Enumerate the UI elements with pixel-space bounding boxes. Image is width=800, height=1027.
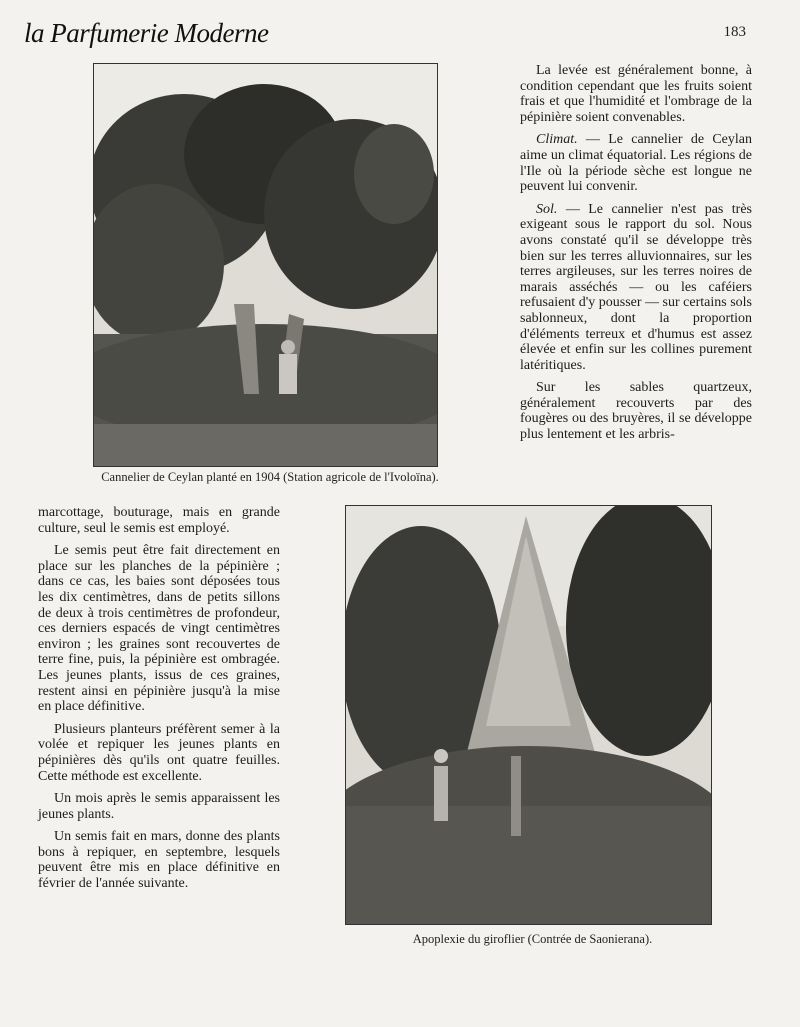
photo-clove-tree xyxy=(345,505,712,925)
paragraph-soil xyxy=(520,202,752,374)
paragraph: Le semis peut être fait directement en place sur les planches de la pépinière ; dans ce cas, les baies sont déposées tous les dix centimètres, dans de petits sillons de deux à trois centimètres de profondeur, ces derniers espacés de vingt centimètres environ ; les graines sont recouvertes de terre fine, puis, la pépinière est ombragée. Les jeunes plants, issus de ces graines, restent ainsi en pépinière jusqu'à la mise en place définitive. xyxy=(38,543,280,715)
section-lead: Sol. xyxy=(536,201,558,217)
right-text-column xyxy=(520,63,752,450)
photo-caption: Apoplexie du giroflier (Contrée de Saonierana). xyxy=(412,932,653,946)
left-text-column xyxy=(38,505,280,899)
paragraph-text: — Le cannelier n'est pas très exigeant sous le rapport du sol. Nous avons constaté qu'il se développe très bien sur les terres alluvionnaires, sur les terres argileuses, sur les terres noires de marais asséchés — ou les caféiers refusaient d'y pousser — sur certains sols sablonneux, dont la proportion d'éléments terreux et d'humus est assez élevée et enfin sur les collines purement latéritiques. xyxy=(520,201,752,373)
paragraph: Un semis fait en mars, donne des plants bons à repiquer, en septembre, lesquels peuvent être mis en place définitive en février de l'année suivante. xyxy=(38,829,280,892)
photo-caption: Cannelier de Ceylan planté en 1904 (Station agricole de l'Ivoloïna). xyxy=(101,470,439,484)
photo-cinnamon-tree xyxy=(93,63,438,467)
section-lead: Climat. xyxy=(536,132,578,148)
masthead: la Parfumerie Moderne xyxy=(24,18,269,48)
paragraph: Plusieurs planteurs préfèrent semer à la volée et repiquer les jeunes plants en pépinières dès qu'ils ont quatre feuilles. Cette méthode est excellente. xyxy=(38,721,280,784)
paragraph: Un mois après le semis apparaissent les jeunes plants. xyxy=(38,791,280,822)
paragraph-text: — Le cannelier de Ceylan aime un climat équatorial. Les régions de l'Ile où la période sèche est longue ne peuvent lui convenir. xyxy=(520,132,752,195)
paragraph: marcottage, bouturage, mais en grande culture, seul le semis est employé. xyxy=(38,505,280,536)
paragraph-climate xyxy=(520,132,752,194)
paragraph: La levée est généralement bonne, à condition cependant que les fruits soient frais et que l'humidité et l'ombrage de la pépinière soient convenables. xyxy=(520,63,752,125)
paragraph: Sur les sables quartzeux, généralement recouverts par des fougères ou des bruyères, il se développe plus lentement et les arbris- xyxy=(520,380,752,443)
page-number: 183 xyxy=(723,24,746,40)
